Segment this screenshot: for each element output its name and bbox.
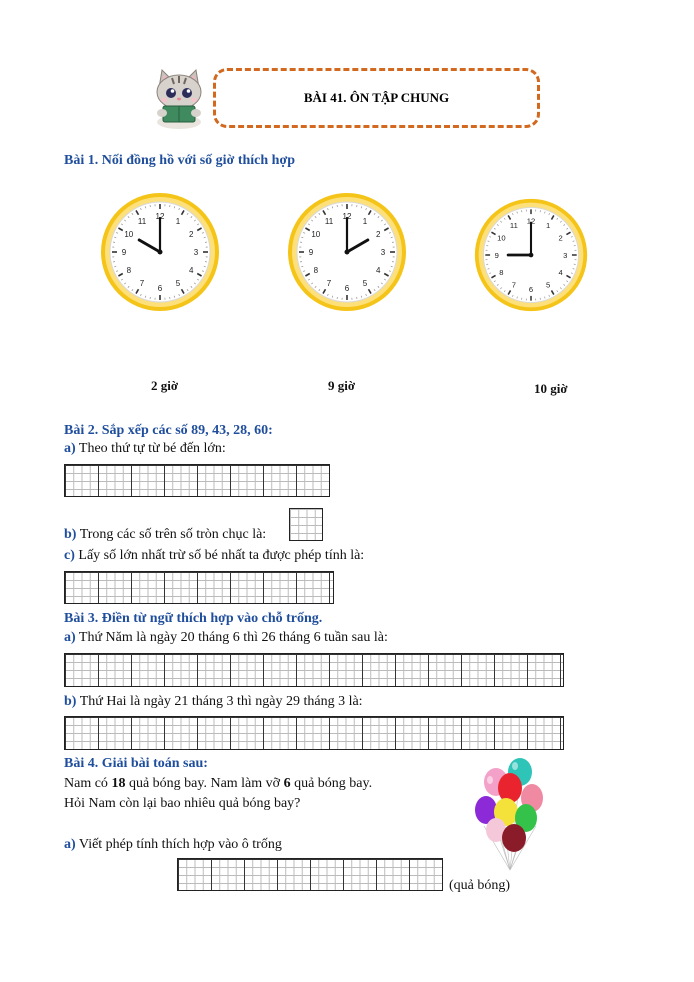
lesson-title-box — [213, 68, 540, 128]
clock-center — [158, 250, 163, 255]
clock-number: 8 — [126, 266, 132, 275]
clock-number: 1 — [546, 221, 551, 231]
clock-number: 4 — [375, 266, 381, 275]
clock-number: 6 — [157, 284, 163, 293]
clock-number: 1 — [362, 216, 368, 226]
clock-number: 12 — [526, 216, 536, 226]
clock-3 — [472, 196, 590, 314]
clock-number: 7 — [139, 279, 145, 289]
exercise-4-problem-line1: Nam có 18 quả bóng bay. Nam làm vỡ 6 quả bóng bay. — [64, 776, 373, 791]
clock-number: 4 — [188, 266, 194, 275]
exercise-4a-prompt: a) Viết phép tính thích hợp vào ô trống — [64, 837, 282, 852]
clock-number: 4 — [558, 267, 563, 277]
clock-number: 11 — [509, 221, 518, 231]
clock-center — [529, 253, 534, 258]
clock-number: 12 — [155, 212, 165, 221]
clock-number: 9 — [494, 250, 499, 260]
clock-number: 2 — [558, 233, 563, 243]
exercise-3-heading: Bài 3. Điền từ ngữ thích hợp vào chỗ trống. — [64, 611, 323, 626]
clock-number: 2 — [188, 230, 194, 239]
kitten-reading-illustration — [150, 68, 208, 130]
answer-grid-2b[interactable] — [289, 508, 323, 541]
clock-1 — [98, 190, 222, 314]
exercise-2c-prompt: c) Lấy số lớn nhất trừ số bé nhất ta được phép tính là: — [64, 548, 365, 563]
clock-2 — [285, 190, 409, 314]
exercise-1-heading: Bài 1. Nối đồng hồ với số giờ thích hợp — [64, 153, 295, 168]
answer-grid-3b[interactable] — [64, 716, 564, 750]
exercise-3b-prompt: b) Thứ Hai là ngày 21 tháng 3 thì ngày 29 tháng 3 là: — [64, 694, 363, 709]
clock-number: 7 — [511, 280, 516, 290]
exercise-4-heading: Bài 4. Giải bài toán sau: — [64, 756, 208, 771]
clock-center — [345, 250, 350, 255]
hour-label-2: 2 giờ — [151, 378, 179, 393]
clock-number: 8 — [313, 266, 319, 275]
hour-label-9: 9 giờ — [328, 378, 356, 393]
answer-grid-4a[interactable] — [177, 858, 443, 891]
exercise-2b-prompt: b) Trong các số trên số tròn chục là: — [64, 527, 267, 542]
balloons-illustration — [470, 754, 552, 872]
lesson-title: BÀI 41. ÔN TẬP CHUNG — [303, 90, 450, 105]
clock-number: 10 — [311, 230, 321, 239]
clock-number: 11 — [137, 216, 147, 226]
clock-number: 7 — [326, 279, 332, 289]
clock-number: 11 — [324, 216, 334, 226]
clock-number: 8 — [499, 267, 504, 277]
clock-number: 5 — [362, 279, 368, 289]
answer-grid-3a[interactable] — [64, 653, 564, 687]
hour-label-10: 10 giờ — [534, 381, 568, 396]
exercise-4-problem-line2: Hỏi Nam còn lại bao nhiêu quả bóng bay? — [64, 796, 301, 811]
clock-number: 6 — [528, 285, 534, 295]
clock-number: 6 — [344, 284, 350, 293]
answer-grid-2c[interactable] — [64, 571, 334, 604]
clock-number: 1 — [175, 216, 181, 226]
clock-number: 3 — [563, 250, 568, 260]
clock-number: 2 — [375, 230, 381, 239]
clock-number: 3 — [380, 248, 386, 257]
exercise-2a-prompt: a) Theo thứ tự từ bé đến lớn: — [64, 441, 226, 456]
clock-number: 12 — [342, 212, 352, 221]
clock-number: 5 — [175, 279, 181, 289]
clock-number: 10 — [497, 233, 506, 243]
clock-number: 10 — [124, 230, 134, 239]
clock-number: 5 — [546, 280, 551, 290]
exercise-2-heading: Bài 2. Sắp xếp các số 89, 43, 28, 60: — [64, 423, 273, 438]
clock-number: 3 — [193, 248, 199, 257]
exercise-3a-prompt: a) Thứ Năm là ngày 20 tháng 6 thì 26 tháng 6 tuần sau là: — [64, 630, 388, 645]
clock-number: 9 — [308, 248, 314, 257]
clock-number: 9 — [121, 248, 127, 257]
answer-grid-2a[interactable] — [64, 464, 330, 497]
unit-label: (quả bóng) — [449, 878, 511, 893]
